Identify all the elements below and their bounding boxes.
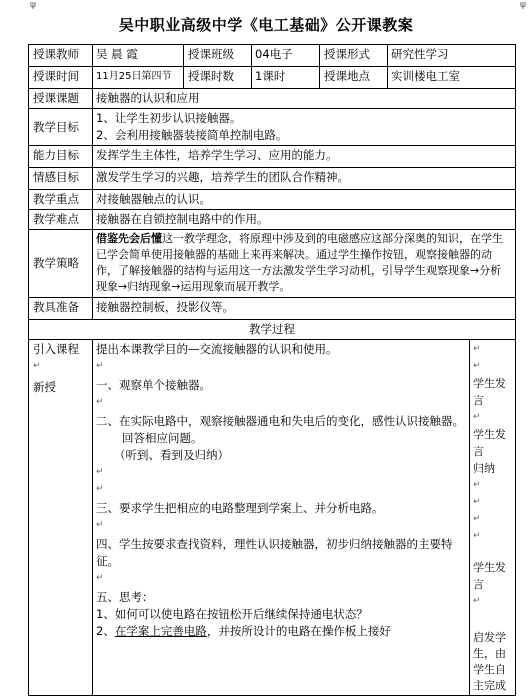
process-line: 三、要求学生把相应的电路整理到学案上、并分析电路。 bbox=[96, 501, 384, 515]
process-line: 二、在实际电路中，观察接触器通电和失电后的变化，感性认识接触器。 bbox=[96, 414, 464, 428]
table-row bbox=[29, 89, 516, 109]
key-value: 对接触器触点的认识。 bbox=[93, 190, 516, 210]
return-mark: ↵ bbox=[473, 531, 481, 541]
location-value: 实训楼电工室 bbox=[388, 67, 516, 89]
strategy-value bbox=[93, 230, 516, 298]
q2-prefix: 2、 bbox=[96, 624, 115, 638]
tools-value: 接触器控制板，投影仪等。 bbox=[93, 298, 516, 320]
table-row bbox=[29, 210, 516, 230]
goal-line: 2、会利用接触器装接简单控制电路。 bbox=[96, 128, 288, 142]
strategy-bold-text: 借鉴先会后懂 bbox=[96, 232, 162, 245]
ability-label: 能力目标 bbox=[29, 146, 93, 168]
return-mark: ↵ bbox=[96, 520, 104, 530]
emotion-label: 情感目标 bbox=[29, 168, 93, 190]
table-row bbox=[29, 146, 516, 168]
table-row bbox=[29, 298, 516, 320]
strategy-label: 教学策略 bbox=[29, 230, 93, 298]
header-cell: 授课时数 bbox=[184, 67, 252, 89]
table-row bbox=[29, 230, 516, 298]
activity-label: 学生发言 bbox=[473, 428, 506, 458]
process-row bbox=[29, 340, 516, 696]
header-cell: 授课教师 bbox=[29, 45, 93, 67]
process-line: 四、学生按要求查找资料，理性认识接触器，初步归纳接触器的主要特征。 bbox=[96, 537, 453, 568]
return-mark: ↵ bbox=[96, 484, 104, 494]
return-mark: ↵ bbox=[473, 412, 481, 422]
return-mark: ↵ bbox=[33, 361, 41, 371]
return-mark: ↵ bbox=[473, 344, 481, 354]
activity-label: 启发学生，由学生自主完成 bbox=[473, 631, 506, 692]
goals-value bbox=[93, 109, 516, 146]
return-mark: ↵ bbox=[473, 497, 481, 507]
page-title: 吴中职业高级中学《电工基础》公开课教案 bbox=[118, 16, 414, 34]
table-row bbox=[29, 168, 516, 190]
tools-label: 教具准备 bbox=[29, 298, 93, 320]
q2-rest: ，并按所设计的电路在操作板上接好 bbox=[206, 624, 391, 638]
return-mark: ↵ bbox=[96, 467, 104, 477]
activity-label: 学生发言 bbox=[473, 561, 506, 591]
process-line: 提出本课教学目的—交流接触器的认识和使用。 bbox=[96, 342, 338, 356]
difficulty-value: 接触器在自锁控制电路中的作用。 bbox=[93, 210, 516, 230]
activity-label: 学生发言 bbox=[473, 377, 506, 407]
table-row bbox=[29, 320, 516, 340]
header-cell: 授课形式 bbox=[320, 45, 388, 67]
process-line: 回答相应问题。 bbox=[122, 431, 203, 445]
return-mark: ↵ bbox=[473, 596, 481, 606]
goal-line: 1、让学生初步认识接触器。 bbox=[96, 111, 242, 125]
header-cell: 授课班级 bbox=[184, 45, 252, 67]
return-mark: ↵ bbox=[473, 361, 481, 371]
q2-underlined: 在学案上完善电路 bbox=[114, 624, 207, 638]
process-activity-cell bbox=[470, 340, 516, 696]
lesson-plan-table bbox=[28, 44, 516, 696]
emotion-value: 激发学生学习的兴趣，培养学生的团队合作精神。 bbox=[93, 168, 516, 190]
corner-mark-top-left: ψ bbox=[30, 0, 36, 10]
process-line: 1、如何可以使电路在按钮松开后继续保持通电状态？ bbox=[96, 607, 368, 621]
key-label: 教学重点 bbox=[29, 190, 93, 210]
return-mark: ↵ bbox=[473, 480, 481, 490]
return-mark: ↵ bbox=[473, 514, 481, 524]
process-header: 教学过程 bbox=[29, 320, 516, 340]
ability-value: 发挥学生主体性，培养学生学习、应用的能力。 bbox=[93, 146, 516, 168]
class-value: 04电子 bbox=[252, 45, 320, 67]
table-row bbox=[29, 190, 516, 210]
hours-value: 1课时 bbox=[252, 67, 320, 89]
table-row bbox=[29, 45, 516, 67]
process-stage-cell bbox=[29, 340, 93, 696]
process-line bbox=[96, 623, 466, 640]
activity-label: 归纳 bbox=[473, 462, 495, 475]
stage-label: 新授 bbox=[33, 380, 56, 394]
teacher-value: 吴 晨 霞 bbox=[93, 45, 184, 67]
corner-mark-top-right: ψ bbox=[520, 0, 526, 10]
process-line: 五、思考： bbox=[96, 590, 154, 604]
return-mark: ↵ bbox=[96, 361, 104, 371]
header-cell: 授课时间 bbox=[29, 67, 93, 89]
time-value: 11月25日第四节 bbox=[93, 67, 184, 89]
process-content-cell bbox=[93, 340, 470, 696]
process-line: 一、观察单个接触器。 bbox=[96, 378, 211, 392]
stage-label: 引入课程 bbox=[33, 342, 79, 356]
header-cell: 授课地点 bbox=[320, 67, 388, 89]
table-row bbox=[29, 67, 516, 89]
form-value: 研究性学习 bbox=[388, 45, 516, 67]
return-mark: ↵ bbox=[96, 397, 104, 407]
return-mark: ↵ bbox=[96, 573, 104, 583]
strategy-text: 这一教学理念，将原理中涉及到的电磁感应这部分深奥的知识，在学生已学会简单使用接触器的基础上来再来解决。通过学生操作按钮，观察接触器的动作，了解接触器的结构与运用这一方法激发学生学习动机，引导学生观察现象→分析现象→归纳现象→运用现象而展开教学。 bbox=[96, 232, 503, 293]
goals-label: 教学目标 bbox=[29, 109, 93, 146]
table-row bbox=[29, 109, 516, 146]
difficulty-label: 教学难点 bbox=[29, 210, 93, 230]
topic-value: 接触器的认识和应用 bbox=[93, 89, 516, 109]
process-line: （听到、看到及归纳） bbox=[114, 448, 229, 462]
topic-label: 授课课题 bbox=[29, 89, 93, 109]
